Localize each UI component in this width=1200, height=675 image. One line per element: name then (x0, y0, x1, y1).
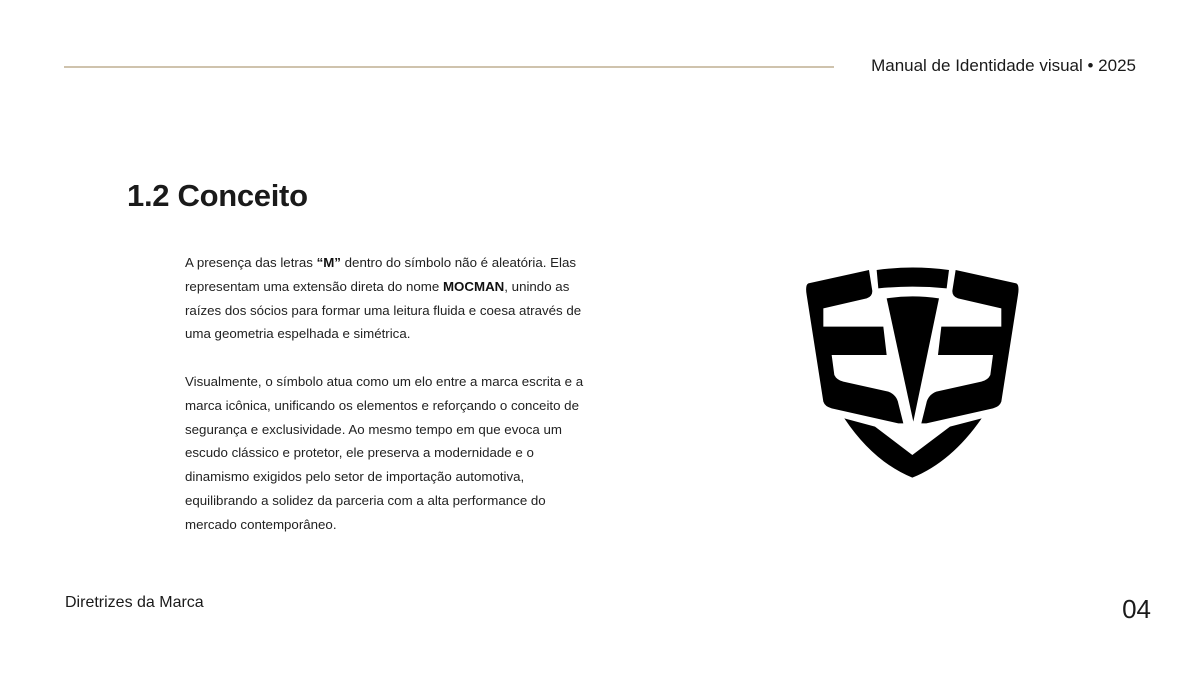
header-title: Manual de Identidade visual • 2025 (871, 56, 1136, 75)
text-line: dinamismo exigidos pelo setor de importação automotiva, (185, 469, 525, 485)
header-divider (64, 66, 834, 68)
text-segment: dentro do símbolo não é aleatória. Elas (340, 255, 577, 270)
logo-bottom-chevron (844, 418, 981, 477)
text-line: Visualmente, o símbolo atua como um elo entre a marca escrita e a (185, 373, 584, 389)
logo-left-piece (806, 270, 903, 423)
text-line: escudo clássico e protetor, ele preserva a modernidade e o (185, 445, 534, 461)
bold-segment: “M” (316, 255, 341, 270)
text-line: segurança e exclusividade. Ao mesmo tempo em que evoca um (185, 421, 562, 437)
text-line: marca icônica, unificando os elementos e reforçando o conceito de (185, 397, 579, 413)
logo-right-piece (921, 270, 1018, 423)
footer-label: Diretrizes da Marca (65, 594, 204, 611)
section-title: 1.2 Conceito (127, 178, 308, 213)
text-segment: A presença das letras (185, 255, 317, 270)
shield-logo-icon (795, 255, 1030, 485)
text-line: mercado contemporâneo. (185, 516, 337, 532)
text-line: raízes dos sócios para formar uma leitura fluida e coesa através de (185, 302, 582, 318)
logo-top-piece (877, 267, 949, 288)
text-line: uma geometria espelhada e simétrica. (185, 326, 411, 342)
page-number: 04 (1122, 594, 1151, 624)
text-segment: , unindo as (504, 278, 570, 294)
bold-segment: MOCMAN (442, 278, 505, 294)
text-line (185, 275, 625, 299)
concept-text (185, 251, 625, 537)
text-line: equilibrando a solidez da parceria com a alta performance do (185, 492, 546, 508)
text-line (185, 251, 625, 275)
text-segment: representam uma extensão direta do nome (185, 278, 443, 294)
